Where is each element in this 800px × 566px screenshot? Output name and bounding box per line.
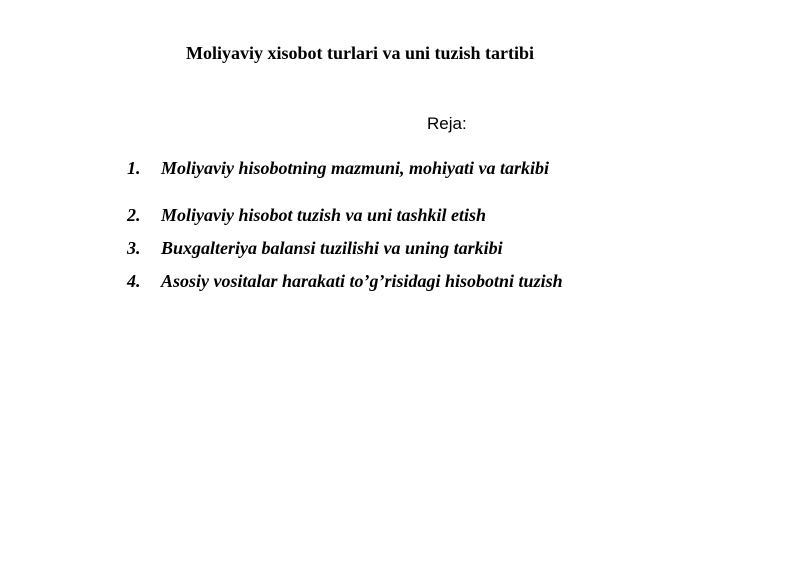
plan-item-number: 1. xyxy=(127,158,141,178)
plan-list-item xyxy=(127,270,563,292)
plan-item-text: Moliyaviy hisobotning mazmuni, mohiyati va tarkibi xyxy=(161,158,550,178)
plan-item-text: Buxgalteriya balansi tuzilishi va uning tarkibi xyxy=(161,238,503,258)
plan-item-number: 3. xyxy=(127,238,141,258)
plan-item-text: Moliyaviy hisobot tuzish va uni tashkil etish xyxy=(161,205,487,225)
plan-heading: Reja: xyxy=(427,114,467,133)
plan-list-item xyxy=(127,237,503,259)
plan-item-text: Asosiy vositalar harakati to’g’risidagi hisobotni tuzish xyxy=(161,271,563,291)
plan-item-number: 2. xyxy=(127,205,141,225)
plan-list-item xyxy=(127,204,486,226)
plan-list-item xyxy=(127,157,549,179)
document-title: Moliyaviy xisobot turlari va uni tuzish tartibi xyxy=(186,43,535,63)
plan-item-number: 4. xyxy=(127,271,141,291)
